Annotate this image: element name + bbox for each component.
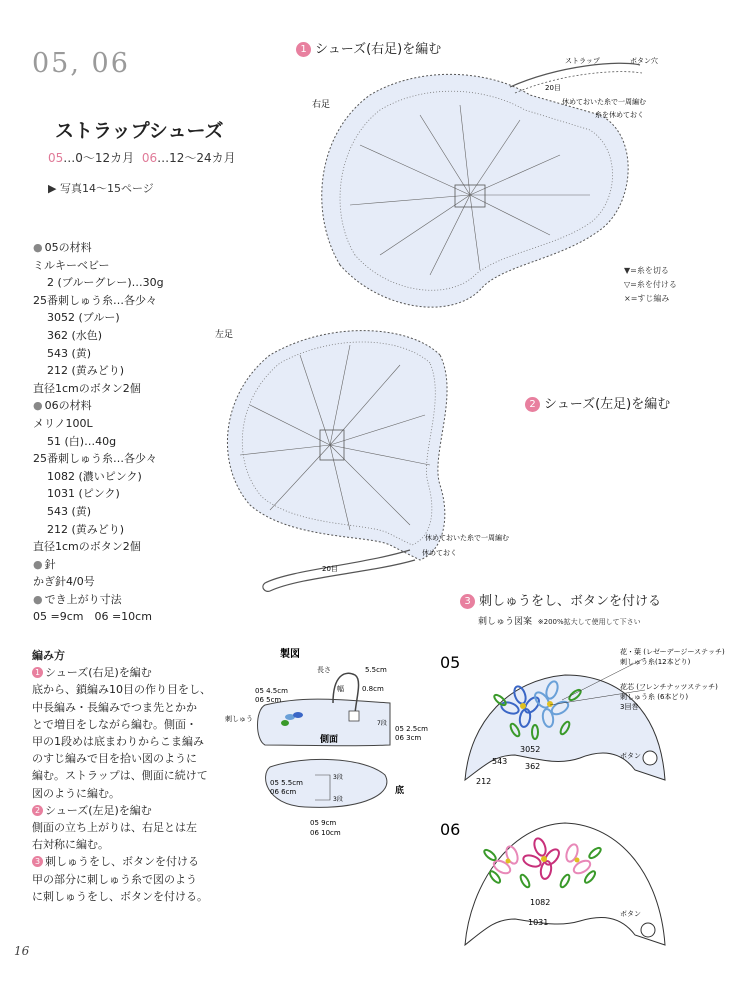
left-foot-label: 左足 [215, 330, 234, 340]
sole-label: 底 [395, 786, 405, 796]
step-badge: 3 [32, 856, 43, 867]
materials-item: 25番刺しゅう糸…各少々 [33, 293, 157, 307]
size-info [48, 149, 236, 166]
sh06-label: 06 3cm [395, 734, 422, 742]
instruction-text: 側面の立ち上がりは、右足とは左 [32, 821, 197, 835]
instruction-text: シューズ(左足)を編む [45, 803, 152, 817]
embroidery-label: 刺しゅう [225, 715, 253, 723]
pattern-number: 05, 06 [32, 48, 130, 79]
instruction-text: 右対称に編む。 [32, 838, 109, 852]
emb06-c1: 1082 [530, 898, 551, 907]
emb05-center2: 刺しゅう糸 (6本どり) [620, 693, 689, 701]
instruction-line [32, 871, 302, 888]
len-label: 長さ [317, 666, 331, 674]
right-foot-label: 右足 [312, 100, 331, 110]
instruction-text: 甲の1段めは底まわりからこま編み [32, 735, 204, 749]
photo-reference: ▶ 写真14～15ページ [48, 182, 154, 195]
materials-heading: ● 06の材料 [33, 397, 164, 415]
emb05-center: 花芯 (フレンチナッツステッチ) [620, 683, 718, 691]
w06-label: 06 6cm [270, 788, 297, 796]
legend-text: =糸を付ける [630, 280, 677, 289]
emb05-leaf: 花・葉 (レゼーデージーステッチ) [620, 648, 725, 656]
step3-badge: 3 [460, 594, 475, 609]
materials-item: 543 (黄) [47, 504, 92, 518]
legend [624, 264, 677, 306]
right-strap [510, 63, 640, 87]
instruction-line [32, 888, 302, 905]
emb05-leaf2: 刺しゅう糸(12本どり) [620, 658, 691, 666]
emb05-button-label: ボタン [620, 752, 641, 760]
legend-item [624, 278, 677, 292]
embroidery-note: ※200%拡大して使用して下さい [537, 618, 641, 626]
embroidery-subheading [478, 614, 641, 627]
right-rest2-label: 糸を休めておく [595, 111, 644, 119]
instruction-text: に刺しゅうをし、ボタンを付ける。 [32, 889, 208, 903]
width-value: 0.8cm [362, 685, 384, 693]
left-rest2-label: 休めておく [422, 549, 457, 557]
materials-heading: ● 針 [33, 556, 164, 574]
legend-item [624, 292, 677, 306]
right-shoe-outline [322, 74, 631, 307]
left-strap [263, 550, 415, 591]
emb05-c3: 362 [525, 762, 541, 771]
sh05-label: 05 2.5cm [395, 725, 428, 733]
h05-label: 05 4.5cm [255, 687, 288, 695]
left-shoe-outline [227, 331, 447, 560]
button-shape [349, 711, 359, 721]
materials-item: 直径1cmのボタン2個 [33, 540, 141, 554]
step2-badge: 2 [525, 397, 540, 412]
materials-item: 362 (水色) [47, 328, 103, 342]
page-number: 16 [14, 944, 30, 958]
instruction-text: 底から、鎖編み10目の作り目をし、 [32, 683, 211, 697]
l06-label: 06 10cm [310, 829, 341, 837]
emb05-num: 05 [440, 653, 461, 672]
embroidery-05 [440, 640, 739, 820]
legend-text: =糸を切る [630, 266, 669, 275]
size-a-range: …0～12カ月 [63, 151, 135, 165]
strap-label: ストラップ [565, 57, 600, 65]
side-label: 側面 [320, 735, 339, 745]
left-shoe-chart [210, 315, 510, 605]
legend-symbol: × [624, 294, 631, 303]
materials-item: 1082 (濃いピンク) [47, 469, 142, 483]
materials-item: 05 =9cm 06 =10cm [33, 610, 152, 624]
step2-label: シューズ(左足)を編む [544, 397, 671, 412]
size-b-range: …12～24カ月 [157, 151, 236, 165]
legend-symbol: ▽ [624, 280, 631, 289]
emb05-c1: 3052 [520, 745, 541, 754]
h06-label: 06 5cm [255, 696, 282, 704]
size-a-num: 05 [48, 151, 64, 165]
r2-label: 3段 [333, 796, 343, 803]
materials-item: 25番刺しゅう糸…各少々 [33, 452, 157, 466]
emb06-button-label: ボタン [620, 910, 641, 918]
r1-label: 3段 [333, 774, 343, 781]
w05-label: 05 5.5cm [270, 779, 303, 787]
materials-item: 2 (ブルーグレー)…30g [47, 276, 164, 290]
legend-text: =すじ編み [630, 294, 670, 303]
right-count-label: 20目 [545, 84, 561, 92]
emb05-center3: 3回巻 [620, 703, 639, 711]
step-badge: 2 [32, 805, 43, 816]
step1-label: シューズ(右足)を編む [315, 42, 442, 57]
step1-badge: 1 [296, 42, 311, 57]
legend-item [624, 264, 677, 278]
embroidery-06 [440, 815, 739, 975]
page-title: ストラップシューズ [55, 120, 224, 142]
instruction-text: のすじ編みで目を拾い図のように [32, 752, 197, 766]
emb06-button [641, 923, 655, 937]
instruction-text: 刺しゅうをし、ボタンを付ける [45, 855, 199, 869]
step3-label: 刺しゅうをし、ボタンを付ける [479, 594, 662, 609]
instruction-line [32, 853, 302, 870]
materials-item: 3052 (ブルー) [47, 311, 120, 325]
instructions-heading: 編み方 [32, 649, 65, 662]
materials-item: 直径1cmのボタン2個 [33, 381, 141, 395]
size-b-num: 06 [141, 151, 158, 165]
instruction-text: 中長編み・長編みでつま先とかか [32, 700, 197, 714]
materials-heading: ● 05の材料 [33, 239, 164, 257]
instruction-text: 編む。ストラップは、側面に続けて [32, 769, 208, 783]
materials-item: ミルキーベビー [33, 258, 110, 272]
instruction-text: 図のように編む。 [32, 786, 120, 800]
emb06-vamp [465, 823, 665, 945]
legend-symbol: ▼ [624, 266, 631, 275]
l05-label: 05 9cm [310, 819, 337, 827]
right-rest-label: 休めておいた糸で一周編む [562, 98, 646, 106]
emb05-button [643, 751, 657, 765]
buttonhole-label: ボタン穴 [630, 57, 658, 65]
materials-item: 212 (黄みどり) [47, 364, 125, 378]
width-label: 幅 [337, 685, 344, 693]
materials-heading: ● でき上がり寸法 [33, 591, 164, 609]
instruction-text: シューズ(右足)を編む [45, 666, 152, 680]
materials-item: 51 (白)…40g [47, 434, 117, 448]
row-label: 7段 [377, 720, 387, 727]
len-value: 5.5cm [365, 666, 387, 674]
materials-item: 543 (黄) [47, 346, 92, 360]
instruction-text: とで増目をしながら編む。側面・ [32, 717, 197, 731]
emb06-c2: 1031 [528, 918, 549, 927]
instruction-text: 甲の部分に刺しゅう糸で図のよう [32, 872, 197, 886]
emb05-c4: 212 [476, 777, 492, 786]
schematic-diagram [225, 645, 435, 845]
materials-list [33, 239, 164, 626]
materials-item: メリノ100L [33, 416, 93, 430]
left-count-label: 20目 [322, 565, 338, 573]
materials-item: 212 (黄みどり) [47, 522, 125, 536]
step-badge: 1 [32, 667, 43, 678]
emb06-num: 06 [440, 820, 461, 839]
left-rest-label: 休めておいた糸で一周編む [425, 534, 509, 542]
emb05-c2: 543 [492, 757, 508, 766]
step2-heading [525, 393, 670, 412]
materials-item: 1031 (ピンク) [47, 487, 120, 501]
materials-item: かぎ針4/0号 [33, 575, 95, 589]
schematic-title: 製図 [280, 649, 300, 660]
embroidery-sub: 刺しゅう図案 [478, 617, 533, 627]
